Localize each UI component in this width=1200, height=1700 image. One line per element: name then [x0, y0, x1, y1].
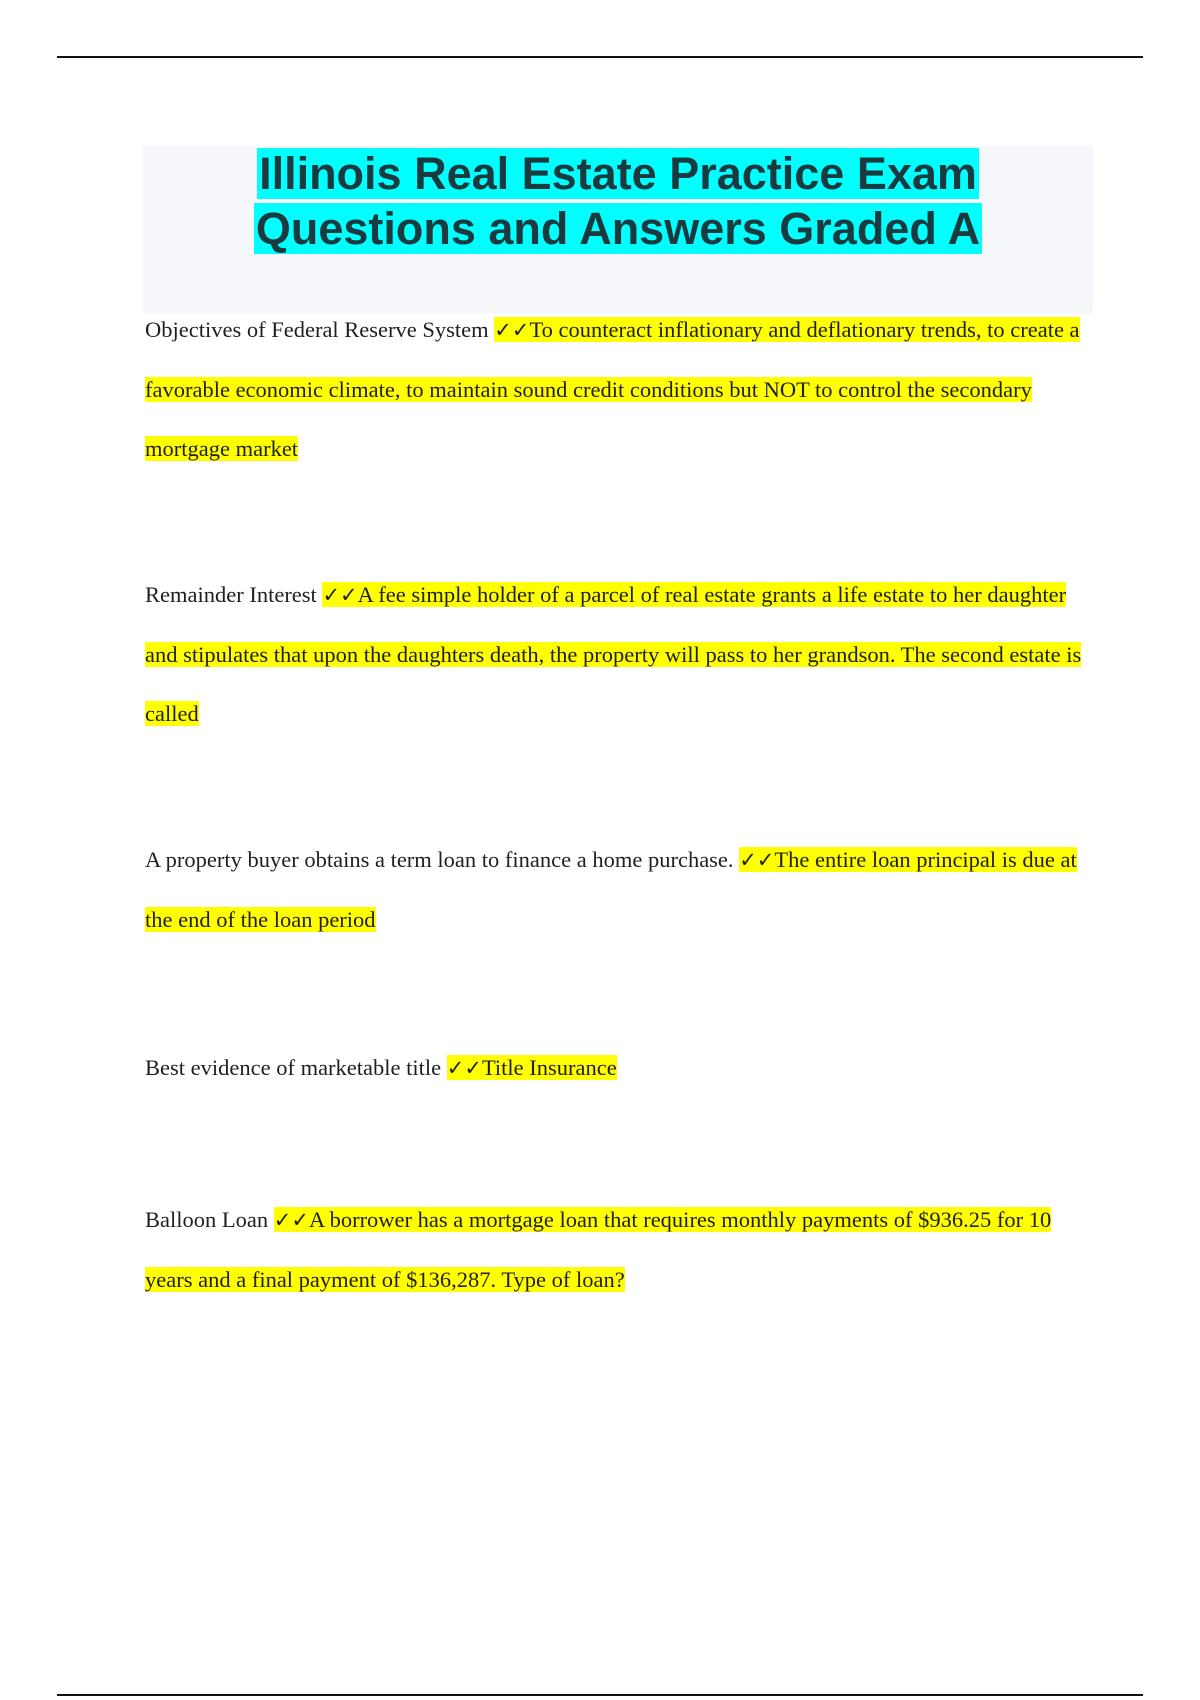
title-block: [143, 146, 1093, 314]
qa-item: [145, 565, 1089, 743]
qa-answer-text: To counteract inflationary and deflationary trends, to create a favorable economic climate, to maintain sound credit conditions but NOT to control the secondary mortgage market: [145, 317, 1080, 461]
double-check-icon: ✓✓: [739, 848, 775, 872]
qa-item: [145, 1190, 1089, 1309]
double-check-icon: ✓✓: [322, 583, 358, 607]
qa-answer-text: A fee simple holder of a parcel of real estate grants a life estate to her daughter and stipulates that upon the daughters death, the property will pass to her grandson. The second estate is called: [145, 582, 1082, 726]
qa-answer-text: A borrower has a mortgage loan that requires monthly payments of $936.25 for 10 years and a final payment of $136,287. Type of loan?: [145, 1207, 1052, 1292]
qa-answer-text: Title Insurance: [481, 1055, 617, 1080]
qa-item: [145, 830, 1089, 949]
double-check-icon: ✓✓: [446, 1056, 482, 1080]
qa-answer: [447, 1055, 617, 1080]
double-check-icon: ✓✓: [494, 318, 530, 342]
double-check-icon: ✓✓: [273, 1208, 309, 1232]
qa-term: Balloon Loan: [145, 1207, 269, 1232]
qa-term: Best evidence of marketable title: [145, 1055, 442, 1080]
top-rule: [57, 56, 1143, 58]
qa-term: Remainder Interest: [145, 582, 317, 607]
qa-answer-text: The entire loan principal is due at the end of the loan period: [145, 847, 1077, 932]
qa-answer: [145, 1207, 1051, 1292]
qa-item: [145, 300, 1089, 478]
qa-term: Objectives of Federal Reserve System: [145, 317, 489, 342]
bottom-rule: [57, 1694, 1143, 1696]
document-title: [143, 146, 1093, 256]
qa-term: A property buyer obtains a term loan to finance a home purchase.: [145, 847, 734, 872]
document-title-text: Illinois Real Estate Practice Exam Questions and Answers Graded A: [255, 148, 981, 254]
qa-item: [145, 1038, 1089, 1098]
